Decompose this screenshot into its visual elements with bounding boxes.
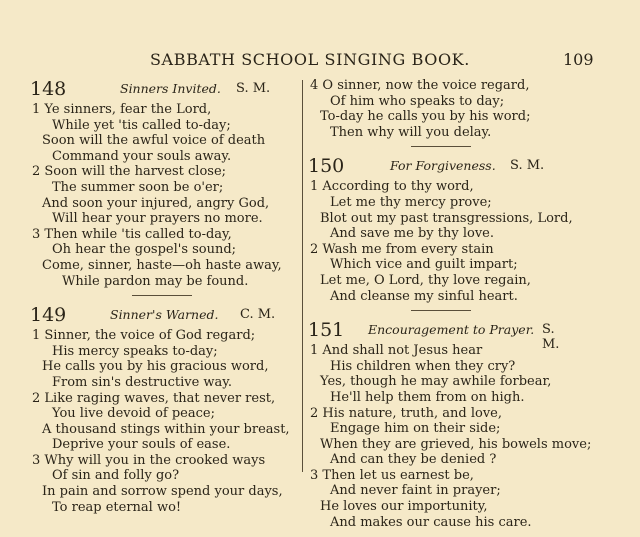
verse-line: When they are grieved, his bowels move; (320, 436, 592, 452)
page-header (0, 50, 640, 74)
verse-line: And can they be denied ? (330, 452, 497, 468)
verse-line: He loves our importunity, (320, 499, 488, 515)
verse-line: To-day he calls you by his word; (320, 109, 531, 125)
verse-line: From sin's destructive way. (52, 374, 233, 390)
verse-line: To reap eternal wo! (52, 499, 182, 515)
hymn-number: 148 (30, 78, 67, 100)
hymn-title: Sinner's Warned. (110, 307, 219, 323)
verse-line: His mercy speaks to-day; (52, 343, 218, 359)
hymn-heading (28, 78, 296, 102)
left-column (28, 78, 296, 515)
verse-line: 3 Then let us earnest be, (310, 467, 474, 483)
verse-line: Then why will you delay. (330, 124, 492, 140)
hymn-meter: S. M. (510, 158, 545, 174)
verse-line: 2 His nature, truth, and love, (310, 405, 502, 421)
hymn-149 (28, 304, 296, 515)
verse-line: While pardon may be found. (62, 273, 249, 289)
hymn-150 (306, 155, 576, 304)
hymn-meter: C. M. (240, 307, 276, 323)
hymn-151 (306, 319, 592, 530)
hymn-148-continued (306, 78, 576, 140)
verse-line: 1 Ye sinners, fear the Lord, (32, 102, 212, 117)
right-column (306, 78, 592, 530)
verse-line: While yet 'tis called to-day; (52, 117, 231, 133)
hymn-divider-rule (411, 310, 471, 311)
hymn-title: For Forgiveness. (390, 158, 496, 174)
verse-line: Deprive your souls of ease. (52, 437, 231, 453)
verse-line: 2 Wash me from every stain (310, 241, 494, 257)
verse-line: 3 Then while 'tis called to-day, (32, 226, 232, 242)
hymn-148 (28, 78, 296, 289)
verse-line: Oh hear the gospel's sound; (52, 242, 237, 258)
verse-line: 1 According to thy word, (310, 179, 474, 195)
hymn-heading (28, 304, 296, 328)
verse-line: 2 Like raging waves, that never rest, (32, 390, 276, 406)
hymn-divider-rule (411, 146, 471, 147)
hymn-number: 151 (308, 319, 345, 342)
hymn-divider-rule (132, 295, 192, 296)
page-number: 109 (563, 50, 594, 69)
column-divider-rule (302, 80, 303, 472)
verse-line: 1 Sinner, the voice of God regard; (32, 328, 256, 344)
verse-line: Blot out my past transgressions, Lord, (320, 210, 573, 226)
verse-line: The summer soon be o'er; (52, 179, 224, 195)
verse-line: And never faint in prayer; (330, 483, 501, 499)
verse-line: And makes our cause his care. (330, 514, 532, 530)
hymn-meter: S. M. (542, 322, 560, 353)
verse-line: His children when they cry? (330, 358, 516, 374)
verse-line: Yes, though he may awhile forbear, (320, 374, 552, 390)
verse-line: You live devoid of peace; (52, 406, 215, 422)
verse-line: In pain and sorrow spend your days, (42, 484, 283, 500)
hymn-number: 149 (30, 304, 67, 327)
verse-line: 2 Soon will the harvest close; (32, 164, 227, 180)
hymn-number: 150 (308, 155, 345, 178)
verse-line: Will hear your prayers no more. (52, 211, 263, 227)
hymn-title: Encouragement to Prayer. (368, 322, 535, 338)
hymn-meter: S. M. (236, 81, 271, 96)
verse-line: Let me thy mercy prove; (330, 194, 492, 210)
verse-line: 1 And shall not Jesus hear (310, 343, 483, 359)
verse-line: Soon will the awful voice of death (42, 133, 266, 149)
hymn-title: Sinners Invited. (120, 81, 221, 96)
verse-line: 4 O sinner, now the voice regard, (310, 78, 530, 93)
verse-line: Of him who speaks to day; (330, 93, 505, 109)
verse-line: 3 Why will you in the crooked ways (32, 452, 266, 468)
verse-line: Command your souls away. (52, 148, 232, 164)
verse-line: A thousand stings within your breast, (42, 421, 290, 437)
verse-line: Of sin and folly go? (52, 468, 180, 484)
hymn-heading (306, 155, 576, 179)
verse-line: And cleanse my sinful heart. (330, 288, 518, 304)
verse-line: Come, sinner, haste—oh haste away, (42, 257, 282, 273)
verse-line: And soon your injured, angry God, (42, 195, 270, 211)
verse-line: He'll help them from on high. (330, 389, 525, 405)
verse-line: Which vice and guilt impart; (330, 257, 518, 273)
running-head: SABBATH SCHOOL SINGING BOOK. (150, 50, 470, 69)
verse-line: He calls you by his gracious word, (42, 359, 269, 375)
verse-line: And save me by thy love. (330, 226, 494, 242)
verse-line: Let me, O Lord, thy love regain, (320, 272, 531, 288)
verse-line: Engage him on their side; (330, 421, 501, 437)
